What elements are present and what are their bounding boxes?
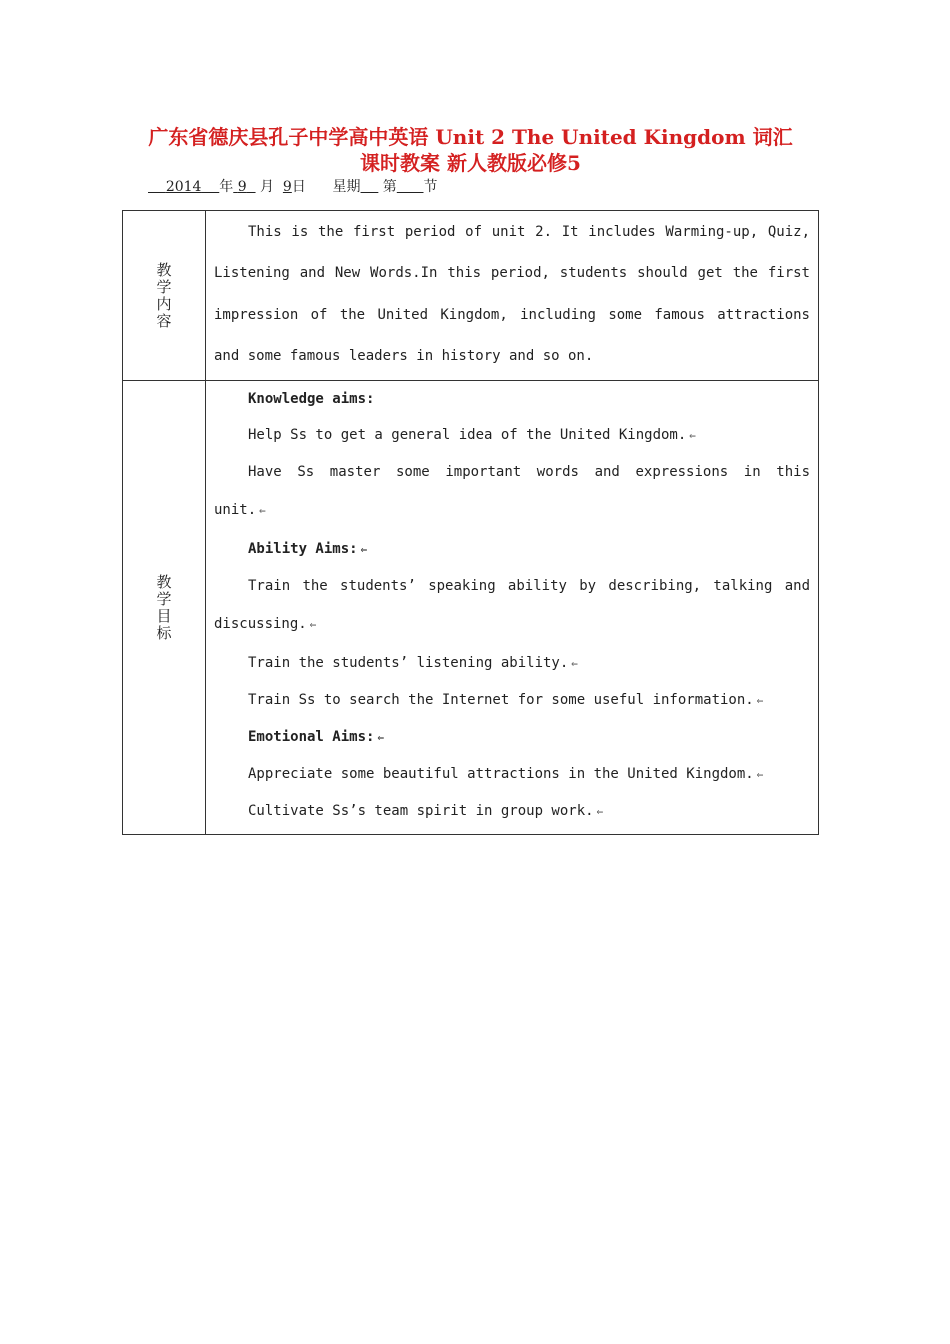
paragraph-return-icon: ⇐ <box>689 429 696 443</box>
emotional-aims-heading: Emotional Aims: ⇐ <box>248 729 385 746</box>
period-suffix: 节 <box>423 179 438 195</box>
month-unit: 月 <box>260 179 274 195</box>
teaching-content-paragraph: This is the first period of unit 2. It includes Warming-up, Quiz, Listening and New Words.In this period, students should get the first impression of the United Kingdom, including some famous attractions and some famous leaders in history and so on. <box>214 224 810 364</box>
emotional-aim-1: Appreciate some beautiful attractions in the United Kingdom. ⇐ <box>248 766 764 783</box>
row-label-teaching-objectives: 教学目标 <box>156 572 172 642</box>
period-prefix: 第 <box>382 179 397 195</box>
row-content-cell <box>206 211 819 381</box>
date-line <box>148 176 438 196</box>
paragraph-return-icon: ⇐ <box>377 731 385 745</box>
table-row-objectives <box>123 381 819 835</box>
paragraph-return-icon: ⇐ <box>756 768 764 782</box>
row-label-cell <box>123 381 206 835</box>
title-line-1: 广东省德庆县孔子中学高中英语 Unit 2 The United Kingdom 词汇 <box>148 125 793 149</box>
paragraph-return-icon: ⇐ <box>360 543 368 557</box>
ability-aim-1-line-2: discussing. ⇐ <box>214 616 317 633</box>
month-value: 9 <box>237 179 247 195</box>
ability-aims-heading: Ability Aims: ⇐ <box>248 541 368 558</box>
knowledge-aim-1: Help Ss to get a general idea of the United Kingdom. ⇐ <box>248 427 696 444</box>
ability-aim-3: Train Ss to search the Internet for some useful information. ⇐ <box>248 692 764 709</box>
weekday-label: 星期 <box>332 179 361 195</box>
objectives-cell <box>206 381 819 835</box>
knowledge-aim-2-line-2: unit. ⇐ <box>214 502 266 519</box>
lesson-plan-table <box>122 210 819 835</box>
year-unit: 年 <box>219 179 234 195</box>
knowledge-aim-2-line-1: Have Ss master some important words and expressions in this <box>248 464 810 481</box>
paragraph-return-icon: ⇐ <box>309 618 317 632</box>
day-value: 9 <box>282 179 292 195</box>
paragraph-return-icon: ⇐ <box>259 504 266 518</box>
paragraph-return-icon: ⇐ <box>596 805 604 819</box>
paragraph-return-icon: ⇐ <box>756 694 764 708</box>
ability-aim-2: Train the students’ listening ability. ⇐ <box>248 655 578 672</box>
day-unit: 日 <box>291 179 306 195</box>
year-value: 2014 <box>165 179 202 195</box>
ability-aim-1-line-1: Train the students’ speaking ability by describing, talking and <box>248 578 810 595</box>
row-label-teaching-content: 教学内容 <box>156 260 172 330</box>
table-row-content <box>123 211 819 381</box>
title-line-2: 课时教案 新人教版必修5 <box>360 151 581 175</box>
paragraph-return-icon: ⇐ <box>571 657 578 671</box>
knowledge-aims-heading: Knowledge aims: <box>248 391 375 408</box>
row-label-cell <box>123 211 206 381</box>
emotional-aim-2: Cultivate Ss’s team spirit in group work. ⇐ <box>248 803 604 820</box>
